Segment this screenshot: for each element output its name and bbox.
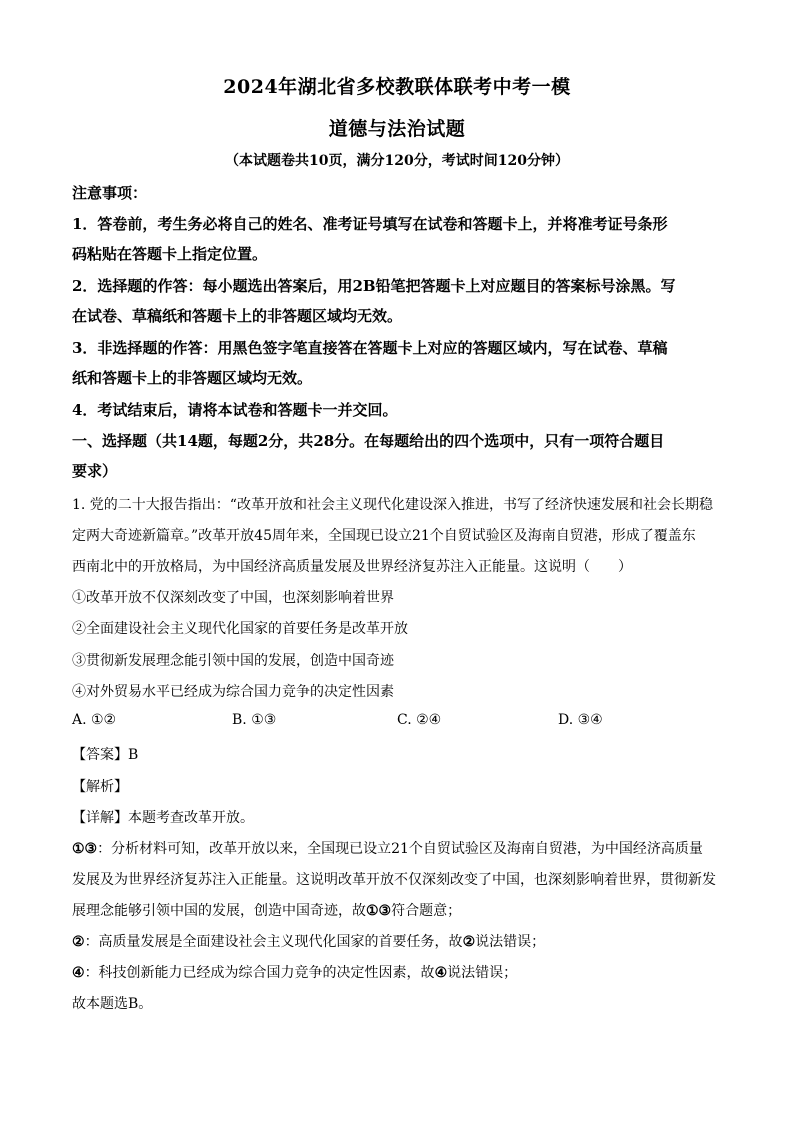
statement-ref: ④ — [434, 965, 448, 981]
statement-ref: ④ — [72, 965, 85, 981]
question-stem-line-3: 西南北中的开放格局，为中国经济高质量发展及世界经济复苏注入正能量。这说明（ ） — [72, 559, 632, 575]
analysis-label: 【解析】 — [72, 779, 128, 795]
subject-title: 道德与法治试题 — [328, 118, 466, 140]
option-a: A. ①② — [72, 712, 117, 728]
conclusion-line: 故本题选B。 — [72, 996, 153, 1012]
notice-item-3-line-1: 3．非选择题的作答：用黑色签字笔直接答在答题卡上对应的答题区域内，写在试卷、草稿 — [72, 339, 668, 357]
section-heading-line-1: 一、选择题（共14题，每题2分，共28分。在每题给出的四个选项中，只有一项符合题目 — [72, 432, 665, 450]
analysis-text: 说法错误； — [475, 934, 546, 950]
notice-item-2-line-2: 在试卷、草稿纸和答题卡上的非答题区域均无效。 — [72, 307, 403, 325]
notice-heading: 注意事项： — [72, 184, 148, 202]
analysis-text: 说法错误； — [447, 965, 518, 981]
analysis-text: ：科技创新能力已经成为综合国力竞争的决定性因素，故 — [84, 965, 435, 981]
statement-3: ③贯彻新发展理念能引领中国的发展，创造中国奇迹 — [72, 653, 394, 669]
exam-info-note: （本试题卷共10页，满分120分，考试时间120分钟） — [225, 153, 569, 169]
statement-ref: ①③ — [366, 903, 392, 919]
analysis-paragraph-1-line-2: 发展及为世界经济复苏注入正能量。这说明改革开放不仅深刻改变了中国，也深刻影响着世界，贯彻新发 — [72, 872, 716, 888]
notice-item-1-line-1: 1．答卷前，考生务必将自己的姓名、准考证号填写在试卷和答题卡上，并将准考证号条形 — [72, 215, 668, 233]
analysis-paragraph-1-line-1 — [72, 838, 722, 858]
question-stem-line-1: 1. 党的二十大报告指出：“改革开放和社会主义现代化建设深入推进，书写了经济快速发展和社会长期稳 — [72, 497, 713, 513]
notice-item-1-line-2: 码粘贴在答题卡上指定位置。 — [72, 245, 268, 263]
section-heading-line-2: 要求） — [72, 462, 118, 480]
option-d: D. ③④ — [558, 712, 603, 728]
statement-1: ①改革开放不仅深刻改变了中国，也深刻影响着世界 — [72, 590, 394, 606]
analysis-text: ：高质量发展是全面建设社会主义现代化国家的首要任务，故 — [84, 934, 463, 950]
answer-line: 【答案】B — [72, 747, 139, 763]
notice-item-3-line-2: 纸和答题卡上的非答题区域均无效。 — [72, 369, 313, 387]
notice-item-4: 4．考试结束后，请将本试卷和答题卡一并交回。 — [72, 401, 398, 419]
exam-title: 2024年湖北省多校教联体联考中考一模 — [223, 76, 571, 98]
question-stem-line-2: 定两大奇迹新篇章。”改革开放45周年来，全国现已设立21个自贸试验区及海南自贸港，形成了覆盖东 — [72, 528, 696, 544]
analysis-text: 符合题意； — [391, 903, 462, 919]
statement-ref: ② — [462, 934, 476, 950]
notice-item-2-line-1: 2．选择题的作答：每小题选出答案后，用2B铅笔把答题卡上对应题目的答案标号涂黑。写 — [72, 277, 676, 295]
statement-ref: ①③ — [72, 841, 98, 857]
statement-ref: ② — [72, 934, 85, 950]
analysis-text: 展理念能够引领中国的发展，创造中国奇迹，故 — [72, 903, 366, 919]
statement-4: ④对外贸易水平已经成为综合国力竞争的决定性因素 — [72, 684, 394, 700]
analysis-paragraph-3 — [72, 962, 722, 982]
analysis-text: ：分析材料可知，改革开放以来，全国现已设立21个自贸试验区及海南自贸港，为中国经济高质量 — [97, 841, 703, 857]
detail-line: 【详解】本题考查改革开放。 — [72, 810, 254, 826]
option-c: C. ②④ — [397, 712, 442, 728]
analysis-paragraph-1-line-3 — [72, 900, 722, 920]
statement-2: ②全面建设社会主义现代化国家的首要任务是改革开放 — [72, 621, 408, 637]
analysis-paragraph-2 — [72, 931, 722, 951]
option-b: B. ①③ — [232, 712, 277, 728]
